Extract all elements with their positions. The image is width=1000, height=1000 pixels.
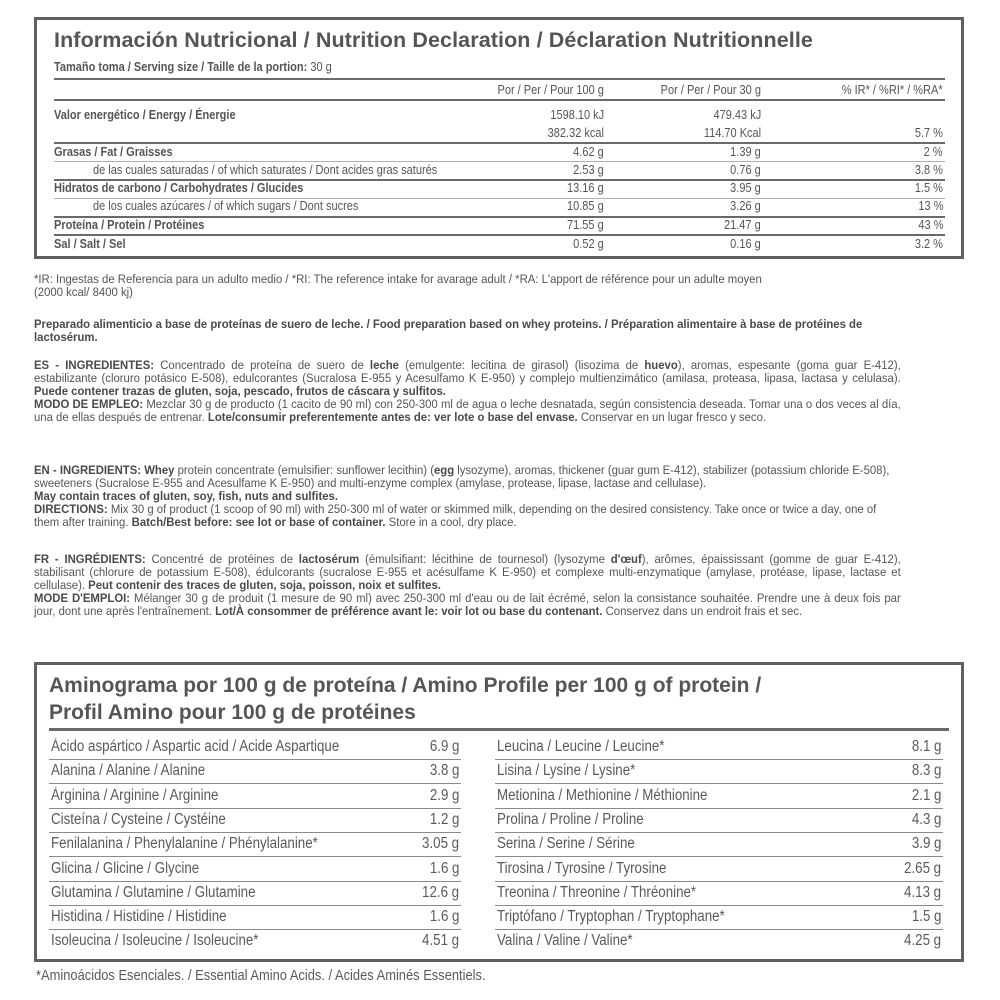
protein-ri: 43 %: [917, 218, 943, 232]
amino-row: [49, 929, 461, 953]
en-traces-warning: May contain traces of gluten, soy, fish, nuts and sulfites.: [34, 489, 338, 503]
saturates-30g: 0.76 g: [730, 163, 761, 177]
en-ingredients-label: EN - INGREDIENTS:: [34, 463, 142, 477]
divider: [49, 728, 949, 731]
amino-acid-name: Metionina / Methionine / Méthionine: [497, 786, 708, 804]
amino-acid-name: Árginina / Arginine / Arginine: [51, 786, 219, 804]
en-storage-text: Store in a cool, dry place.: [385, 515, 517, 529]
amino-title-line1: Aminograma por 100 g de proteína / Amino Profile per 100 g of protein /: [49, 674, 762, 697]
amino-acid-name: Isoleucina / Isoleucine / Isoleucine*: [51, 932, 259, 950]
en-batch-best-before: Batch/Best before: see lot or base of container.: [131, 515, 386, 529]
amino-acid-name: Prolina / Proline / Proline: [497, 810, 644, 828]
amino-profile-title: [49, 672, 761, 726]
amino-row: [495, 905, 943, 930]
fr-storage-text: Conservez dans un endroit frais et sec.: [602, 604, 803, 618]
amino-acid-value: 8.1 g: [911, 738, 941, 755]
amino-row: [495, 784, 943, 809]
amino-row: [495, 929, 943, 953]
amino-row: [495, 832, 943, 857]
amino-acid-name: Alanina / Alanine / Alanine: [51, 762, 206, 780]
en-ingredients-text: protein concentrate (emulsifier: sunflower lecithin) (: [174, 463, 434, 477]
protein-100g: 71.55 g: [567, 218, 604, 232]
energy-ri: 5.7 %: [914, 126, 943, 140]
sugars-30g: 3.26 g: [730, 199, 761, 213]
saturates-ri: 3.8 %: [914, 163, 943, 177]
fr-ingredients-text: Concentré de protéines de: [145, 552, 299, 566]
carbohydrates-100g: 13.16 g: [567, 181, 604, 195]
carbohydrates-ri: 1.5 %: [914, 181, 943, 195]
divider: [54, 99, 945, 101]
saturates-label: de las cuales saturadas / of which saturates / Dont acides gras saturés: [93, 163, 438, 177]
es-storage-text: Conservar en un lugar fresco y seco.: [577, 410, 767, 424]
preparation-statement: Preparado alimenticio a base de proteínas de suero de leche. / Food preparation based on whey proteins. / Préparation alimentaire à base de protéines de lactosérum.: [34, 317, 863, 344]
amino-row: [49, 905, 461, 930]
amino-acid-value: 3.9 g: [911, 835, 941, 853]
protein-label: Proteína / Protein / Protéines: [54, 218, 205, 232]
energy-label: Valor energético / Energy / Énergie: [54, 108, 236, 122]
es-allergen-egg: huevo: [644, 358, 678, 372]
fat-100g: 4.62 g: [573, 145, 604, 159]
amino-acid-value: 1.5 g: [911, 908, 941, 926]
amino-row: [495, 759, 943, 784]
fr-directions-text: Mélanger 30 g de produit (1 mesure de 90 ml) avec 250-300 ml d'eau ou de lait écrémé, selon la consistance souhaitée. Prendre une à deux fois par jour, dont une après l'entraînement.: [34, 591, 901, 618]
energy-kcal-30g: 114.70 Kcal: [703, 126, 761, 140]
amino-acid-value: 12.6 g: [421, 883, 459, 901]
amino-acid-value: 6.9 g: [429, 738, 459, 755]
fr-directions-label: MODE D'EMPLOI:: [34, 591, 131, 605]
divider: [54, 234, 945, 236]
reference-note-line2: (2000 kcal/ 8400 kj): [34, 285, 133, 299]
salt-100g: 0.52 g: [573, 237, 604, 251]
amino-acid-value: 1.2 g: [429, 810, 459, 828]
divider: [54, 142, 945, 144]
amino-acid-value: 4.13 g: [903, 883, 941, 901]
amino-acid-name: Fenilalanina / Phenylalanine / Phénylalanine*: [51, 835, 318, 853]
fr-ingredients-text: ), arômes, épaississant (gomme de guar E-412), stabilisant (chlorure de potassium E-508), édulcorants (sucralose E-955 et acésulfame K E-950) et complexe multi-enzymatique (amylase, protéase, lipase, lactase et cellulase).: [34, 552, 901, 592]
energy-kj-30g: 479.43 kJ: [713, 108, 761, 122]
header-ri: % IR* / %RI* / %RA*: [842, 83, 943, 97]
amino-acid-name: Serina / Serine / Sérine: [497, 835, 635, 853]
es-allergen-milk: leche: [369, 358, 399, 372]
amino-acid-value: 4.51 g: [421, 932, 459, 950]
salt-30g: 0.16 g: [730, 237, 761, 251]
amino-acid-name: Glutamina / Glutamine / Glutamine: [51, 883, 256, 901]
amino-acid-value: 3.05 g: [421, 835, 459, 853]
french-section: [34, 553, 901, 618]
amino-acid-name: Triptófano / Tryptophan / Tryptophane*: [497, 908, 725, 926]
fr-traces-warning: Peut contenir des traces de gluten, soja, poisson, noix et sulfites.: [88, 578, 441, 592]
amino-acid-name: Valina / Valine / Valine*: [497, 932, 633, 950]
amino-row: [49, 832, 461, 857]
amino-row: [49, 759, 461, 784]
reference-note-line1: *IR: Ingestas de Referencia para un adulto medio / *RI: The reference intake for avarage adult / *RA: L'apport de référence pour un adulte moyen: [34, 272, 762, 286]
en-directions-text: Mix 30 g of product (1 scoop of 90 ml) with 250-300 ml of water or skimmed milk, depending on the desired consistency. Take once or twice a day, one of them after training.: [34, 502, 877, 529]
amino-acid-name: Treonina / Threonine / Thréonine*: [497, 883, 697, 901]
divider: [54, 161, 945, 162]
es-directions-text: Mezclar 30 g de producto (1 cacito de 90 ml) con 250-300 ml de agua o leche desnatada, según consistencia deseada. Tomar una o dos veces al día, una de ellas después de entrenar.: [34, 397, 901, 424]
fat-label: Grasas / Fat / Graisses: [54, 145, 173, 159]
amino-acid-value: 2.65 g: [903, 859, 941, 877]
es-ingredients-text: Concentrado de proteína de suero de: [154, 358, 370, 372]
salt-label: Sal / Salt / Sel: [54, 237, 126, 251]
amino-acid-name: Cisteína / Cysteine / Cystéine: [51, 810, 226, 828]
amino-acid-value: 4.3 g: [911, 810, 941, 828]
serving-size-label: Tamaño toma / Serving size / Taille de la portion:: [54, 60, 308, 74]
english-section: [34, 464, 901, 529]
amino-row: [49, 808, 461, 833]
divider: [54, 78, 945, 80]
amino-row: [49, 784, 461, 809]
carbohydrates-30g: 3.95 g: [730, 181, 761, 195]
amino-row: [495, 808, 943, 833]
es-traces-warning: Puede contener trazas de gluten, soja, pescado, frutos de cáscara y sulfitos.: [34, 384, 446, 398]
en-directions-label: DIRECTIONS:: [34, 502, 108, 516]
amino-row: [49, 857, 461, 882]
nutrition-title: Información Nutricional / Nutrition Declaration / Déclaration Nutritionnelle: [54, 28, 813, 52]
header-per-100g: Por / Per / Pour 100 g: [497, 83, 604, 97]
amino-acid-name: Leucina / Leucine / Leucine*: [497, 738, 665, 755]
amino-title-line2: Profil Amino pour 100 g de protéines: [49, 701, 416, 724]
salt-ri: 3.2 %: [914, 237, 943, 251]
en-allergen-whey: Whey: [141, 463, 175, 477]
amino-acid-name: Histidina / Histidine / Histidine: [51, 908, 227, 926]
saturates-100g: 2.53 g: [573, 163, 604, 177]
es-ingredients-label: ES - INGREDIENTES:: [34, 358, 155, 372]
en-ingredients-text: lysozyme), aromas, thickener (guar gum E-412), stabilizer (potassium chloride E-508), sweeteners (Sucralose E-955 and Acesulfame K E-950) and multi-enzyme complex (amylase, protease, lipase, lactase and cellulase).: [34, 463, 890, 490]
sugars-label: de los cuales azúcares / of which sugars / Dont sucres: [93, 199, 359, 213]
fat-ri: 2 %: [924, 145, 943, 159]
es-ingredients-text: ), aromas, espesante (goma guar E-412), estabilizante (cloruro potásico E-508), edulcorantes (Sucralosa E-955 y Acesulfamo K E-950) y complejo multienzimático (amilasa, proteasa, lipasa, lactasa y celulasa).: [34, 358, 901, 385]
amino-acid-value: 2.1 g: [911, 786, 941, 804]
amino-row: [49, 881, 461, 906]
amino-acid-name: Lisina / Lysine / Lysine*: [497, 762, 636, 780]
sugars-100g: 10.85 g: [567, 199, 604, 213]
amino-acid-value: 2.9 g: [429, 786, 459, 804]
nutrition-table: [34, 17, 964, 259]
es-directions-label: MODO DE EMPLEO:: [34, 397, 144, 411]
fr-ingredients-text: (émulsifiant: lécithine de tournesol) (lysozyme: [359, 552, 611, 566]
amino-acid-value: 1.6 g: [429, 859, 459, 877]
amino-acid-value: 4.25 g: [903, 932, 941, 950]
amino-acid-value: 8.3 g: [911, 762, 941, 780]
serving-size-value: 30 g: [310, 60, 332, 74]
fat-30g: 1.39 g: [730, 145, 761, 159]
carbohydrates-label: Hidratos de carbono / Carbohydrates / Glucides: [54, 181, 304, 195]
amino-acid-name: Tirosina / Tyrosine / Tyrosine: [497, 859, 667, 877]
energy-kj-100g: 1598.10 kJ: [550, 108, 604, 122]
amino-row: [495, 881, 943, 906]
energy-kcal-100g: 382.32 kcal: [547, 126, 604, 140]
reference-intake-note: [34, 273, 901, 299]
essential-amino-footnote: *Aminoácidos Esenciales. / Essential Amino Acids. / Acides Aminés Essentiels.: [36, 967, 486, 984]
amino-acid-value: 1.6 g: [429, 908, 459, 926]
amino-row: [495, 735, 943, 760]
fr-ingredients-label: FR - INGRÉDIENTS:: [34, 552, 146, 566]
amino-row: [495, 857, 943, 882]
fr-allergen-whey: lactosérum: [298, 552, 360, 566]
fr-batch-best-before: Lot/À consommer de préférence avant le: voir lot ou base du contenant.: [215, 604, 603, 618]
es-ingredients-text: (emulgente: lecitina de girasol) (lisozima de: [398, 358, 645, 372]
amino-acid-value: 3.8 g: [429, 762, 459, 780]
sugars-ri: 13 %: [917, 199, 943, 213]
header-per-30g: Por / Per / Pour 30 g: [660, 83, 761, 97]
amino-profile-table: [34, 662, 964, 962]
amino-acid-name: Ácido aspártico / Aspartic acid / Acide Aspartique: [51, 738, 340, 755]
serving-size: [54, 60, 332, 74]
fr-allergen-egg: d'œuf: [610, 552, 642, 566]
amino-acid-name: Glicina / Glicine / Glycine: [51, 859, 200, 877]
en-allergen-egg: egg: [433, 463, 455, 477]
protein-30g: 21.47 g: [724, 218, 761, 232]
amino-row: [49, 735, 461, 760]
es-batch-best-before: Lote/consumir preferentemente antes de: ver lote o base del envase.: [207, 410, 578, 424]
spanish-section: [34, 359, 901, 424]
